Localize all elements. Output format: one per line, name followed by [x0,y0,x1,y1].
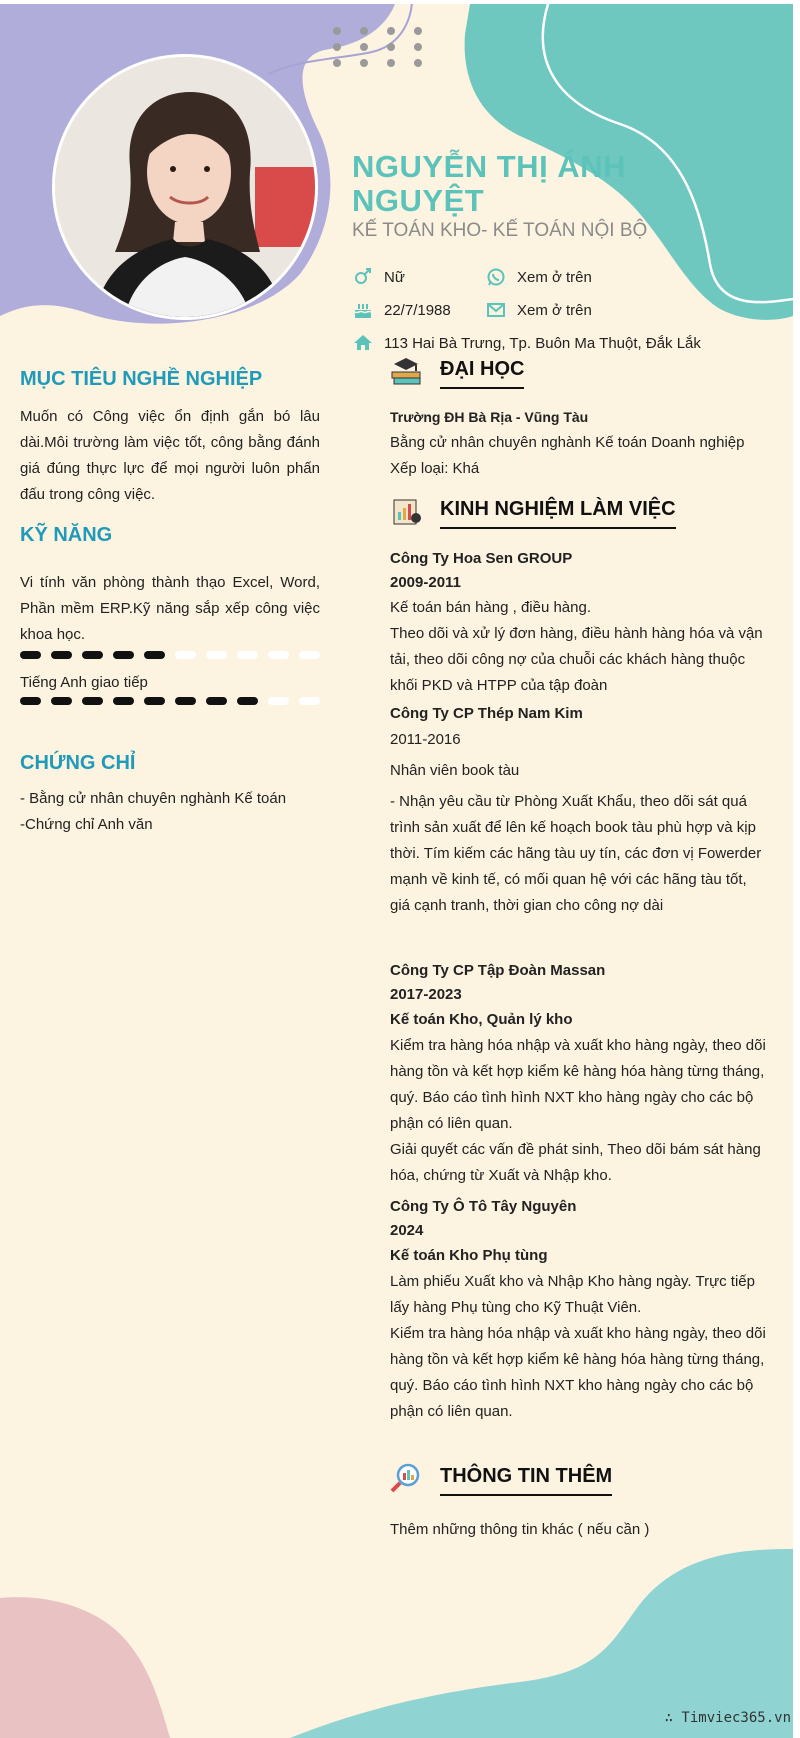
job-role: Kế toán Kho, Quản lý kho [390,1011,573,1028]
experience-chart-icon [390,494,422,533]
brand-watermark[interactable]: ∴ Timviec365.vn [664,1710,791,1726]
magnifier-chart-icon [390,1461,422,1500]
extra-heading: THÔNG TIN THÊM [440,1465,612,1496]
job-description: Theo dõi và xử lý đơn hàng, điều hành hàng hóa và vận tải, theo dõi công nợ của chuỗi các khách hàng thuộc khối PKD và HTPP của tập đoàn [390,625,763,694]
job-description: - Nhận yêu cầu từ Phòng Xuất Khẩu, theo dõi sát quá trình sản xuất để lên kế hoạch book tàu phù hợp và kịp thời. Tím kiếm các hãng tàu uy tín, các đơn vị Fowerder mạnh về kinh tế, có mối quan hệ với các hãng tàu tốt, giá cạnh tranh, thời gian cho công nợ dài [390,793,762,914]
education-school: Trường ĐH Bà Rịa - Vũng Tàu [390,409,589,425]
job-description: Làm phiếu Xuất kho và Nhập Kho hàng ngày. Trực tiếp lấy hàng Phụ tùng cho Kỹ Thuật Viên. [390,1273,755,1316]
whatsapp-icon [485,266,507,288]
certificates-heading: CHỨNG CHỈ [20,752,136,774]
job-description: Kiểm tra hàng hóa nhập và xuất kho hàng ngày, theo dõi hàng tồn và kết hợp kiểm kê hàng hóa hàng từng tháng, quý. Báo cáo tình hình NXT kho hàng ngày cho các bộ phận có liên quan. [390,1325,766,1420]
education-section-header [390,354,524,393]
envelope-icon [485,299,507,321]
job-company: Công Ty CP Thép Nam Kim [390,705,583,722]
skill-dot [144,697,165,705]
profile-photo [52,54,318,320]
experience-section-header [390,494,676,533]
info-address [352,332,701,354]
gender-icon [352,266,374,288]
gender-value: Nữ [384,268,405,286]
info-gender [352,266,405,288]
job-period: 2011-2016 [390,731,461,748]
objective-heading: MỤC TIÊU NGHỀ NGHIỆP [20,368,263,390]
experience-heading: KINH NGHIỆM LÀM VIỆC [440,498,676,529]
skill-rating [20,651,320,663]
education-degree: Bằng cử nhân chuyên nghành Kế toán Doanh nghiệp [390,434,745,451]
phone-value[interactable]: Xem ở trên [517,268,592,286]
skill-dot [82,697,103,705]
skill-dot [144,651,165,659]
extra-text: Thêm những thông tin khác ( nếu cần ) [390,1521,650,1538]
job-role: Nhân viên book tàu [390,762,520,779]
job-company: Công Ty Hoa Sen GROUP [390,550,573,567]
birthday-value: 22/7/1988 [384,301,451,319]
candidate-name: NGUYỄN THỊ ÁNH NGUYỆT [352,149,626,218]
skills-heading: KỸ NĂNG [20,524,113,546]
skill-dot [20,697,41,705]
skill-dot [82,651,103,659]
skill-dot [206,697,227,705]
education-heading: ĐẠI HỌC [440,358,524,389]
objective-text: Muốn có Công việc ổn định gắn bó lâu dài.Môi trường làm việc tốt, công bằng đánh giá đúng thực lực để mọi người luôn phấn đấu trong công việc. [20,408,320,503]
info-email [485,299,592,321]
skill-dot [268,651,289,659]
skill-rating [20,697,320,709]
skill-dot [113,697,134,705]
skill-dot [206,651,227,659]
skill-dot [299,697,320,705]
job-role: Kế toán Kho Phụ tùng [390,1247,548,1264]
info-phone [485,266,592,288]
education-grade: Xếp loại: Khá [390,460,480,477]
job-description: Kiểm tra hàng hóa nhập và xuất kho hàng ngày, theo dõi hàng tồn và kết hợp kiểm kê hàng hóa hàng từng tháng, quý. Báo cáo tình hình NXT kho hàng ngày cho các bộ phận có liên quan. [390,1037,766,1132]
skill-dot [175,697,196,705]
skill-dot [175,651,196,659]
extra-section-header [390,1461,612,1500]
skill-dot [299,651,320,659]
skill-dot [237,651,258,659]
skill-dot [51,651,72,659]
job-period: 2017-2023 [390,986,462,1003]
graduation-books-icon [390,354,422,393]
job-role: Kế toán bán hàng , điều hàng. [390,599,592,616]
job-description: Giải quyết các vấn đề phát sinh, Theo dõi bám sát hàng hóa, chứng từ Xuất và Nhập kho. [390,1141,761,1184]
info-birthday [352,299,451,321]
job-company: Công Ty Ô Tô Tây Nguyên [390,1198,577,1215]
email-value[interactable]: Xem ở trên [517,301,592,319]
home-icon [352,332,374,354]
skill-dot [51,697,72,705]
skill-dot [113,651,134,659]
cv-page [0,4,793,1738]
skill-name: Vi tính văn phòng thành thạo Excel, Word, Phần mềm ERP.Kỹ năng sắp xếp công việc khoa học. [20,574,320,643]
candidate-position: KẾ TOÁN KHO- KẾ TOÁN NỘI BỘ [352,220,648,241]
skill-name: Tiếng Anh giao tiếp [20,674,148,691]
certificate-item: -Chứng chỉ Anh văn [20,816,153,833]
skill-dot [237,697,258,705]
job-period: 2024 [390,1222,424,1239]
address-value: 113 Hai Bà Trưng, Tp. Buôn Ma Thuột, Đắk Lắk [384,334,701,352]
skill-dot [268,697,289,705]
job-company: Công Ty CP Tập Đoàn Massan [390,962,606,979]
skill-dot [20,651,41,659]
portrait-illustration [55,57,315,317]
certificate-item: - Bằng cử nhân chuyên nghành Kế toán [20,790,287,807]
job-period: 2009-2011 [390,574,461,591]
birthday-cake-icon [352,299,374,321]
